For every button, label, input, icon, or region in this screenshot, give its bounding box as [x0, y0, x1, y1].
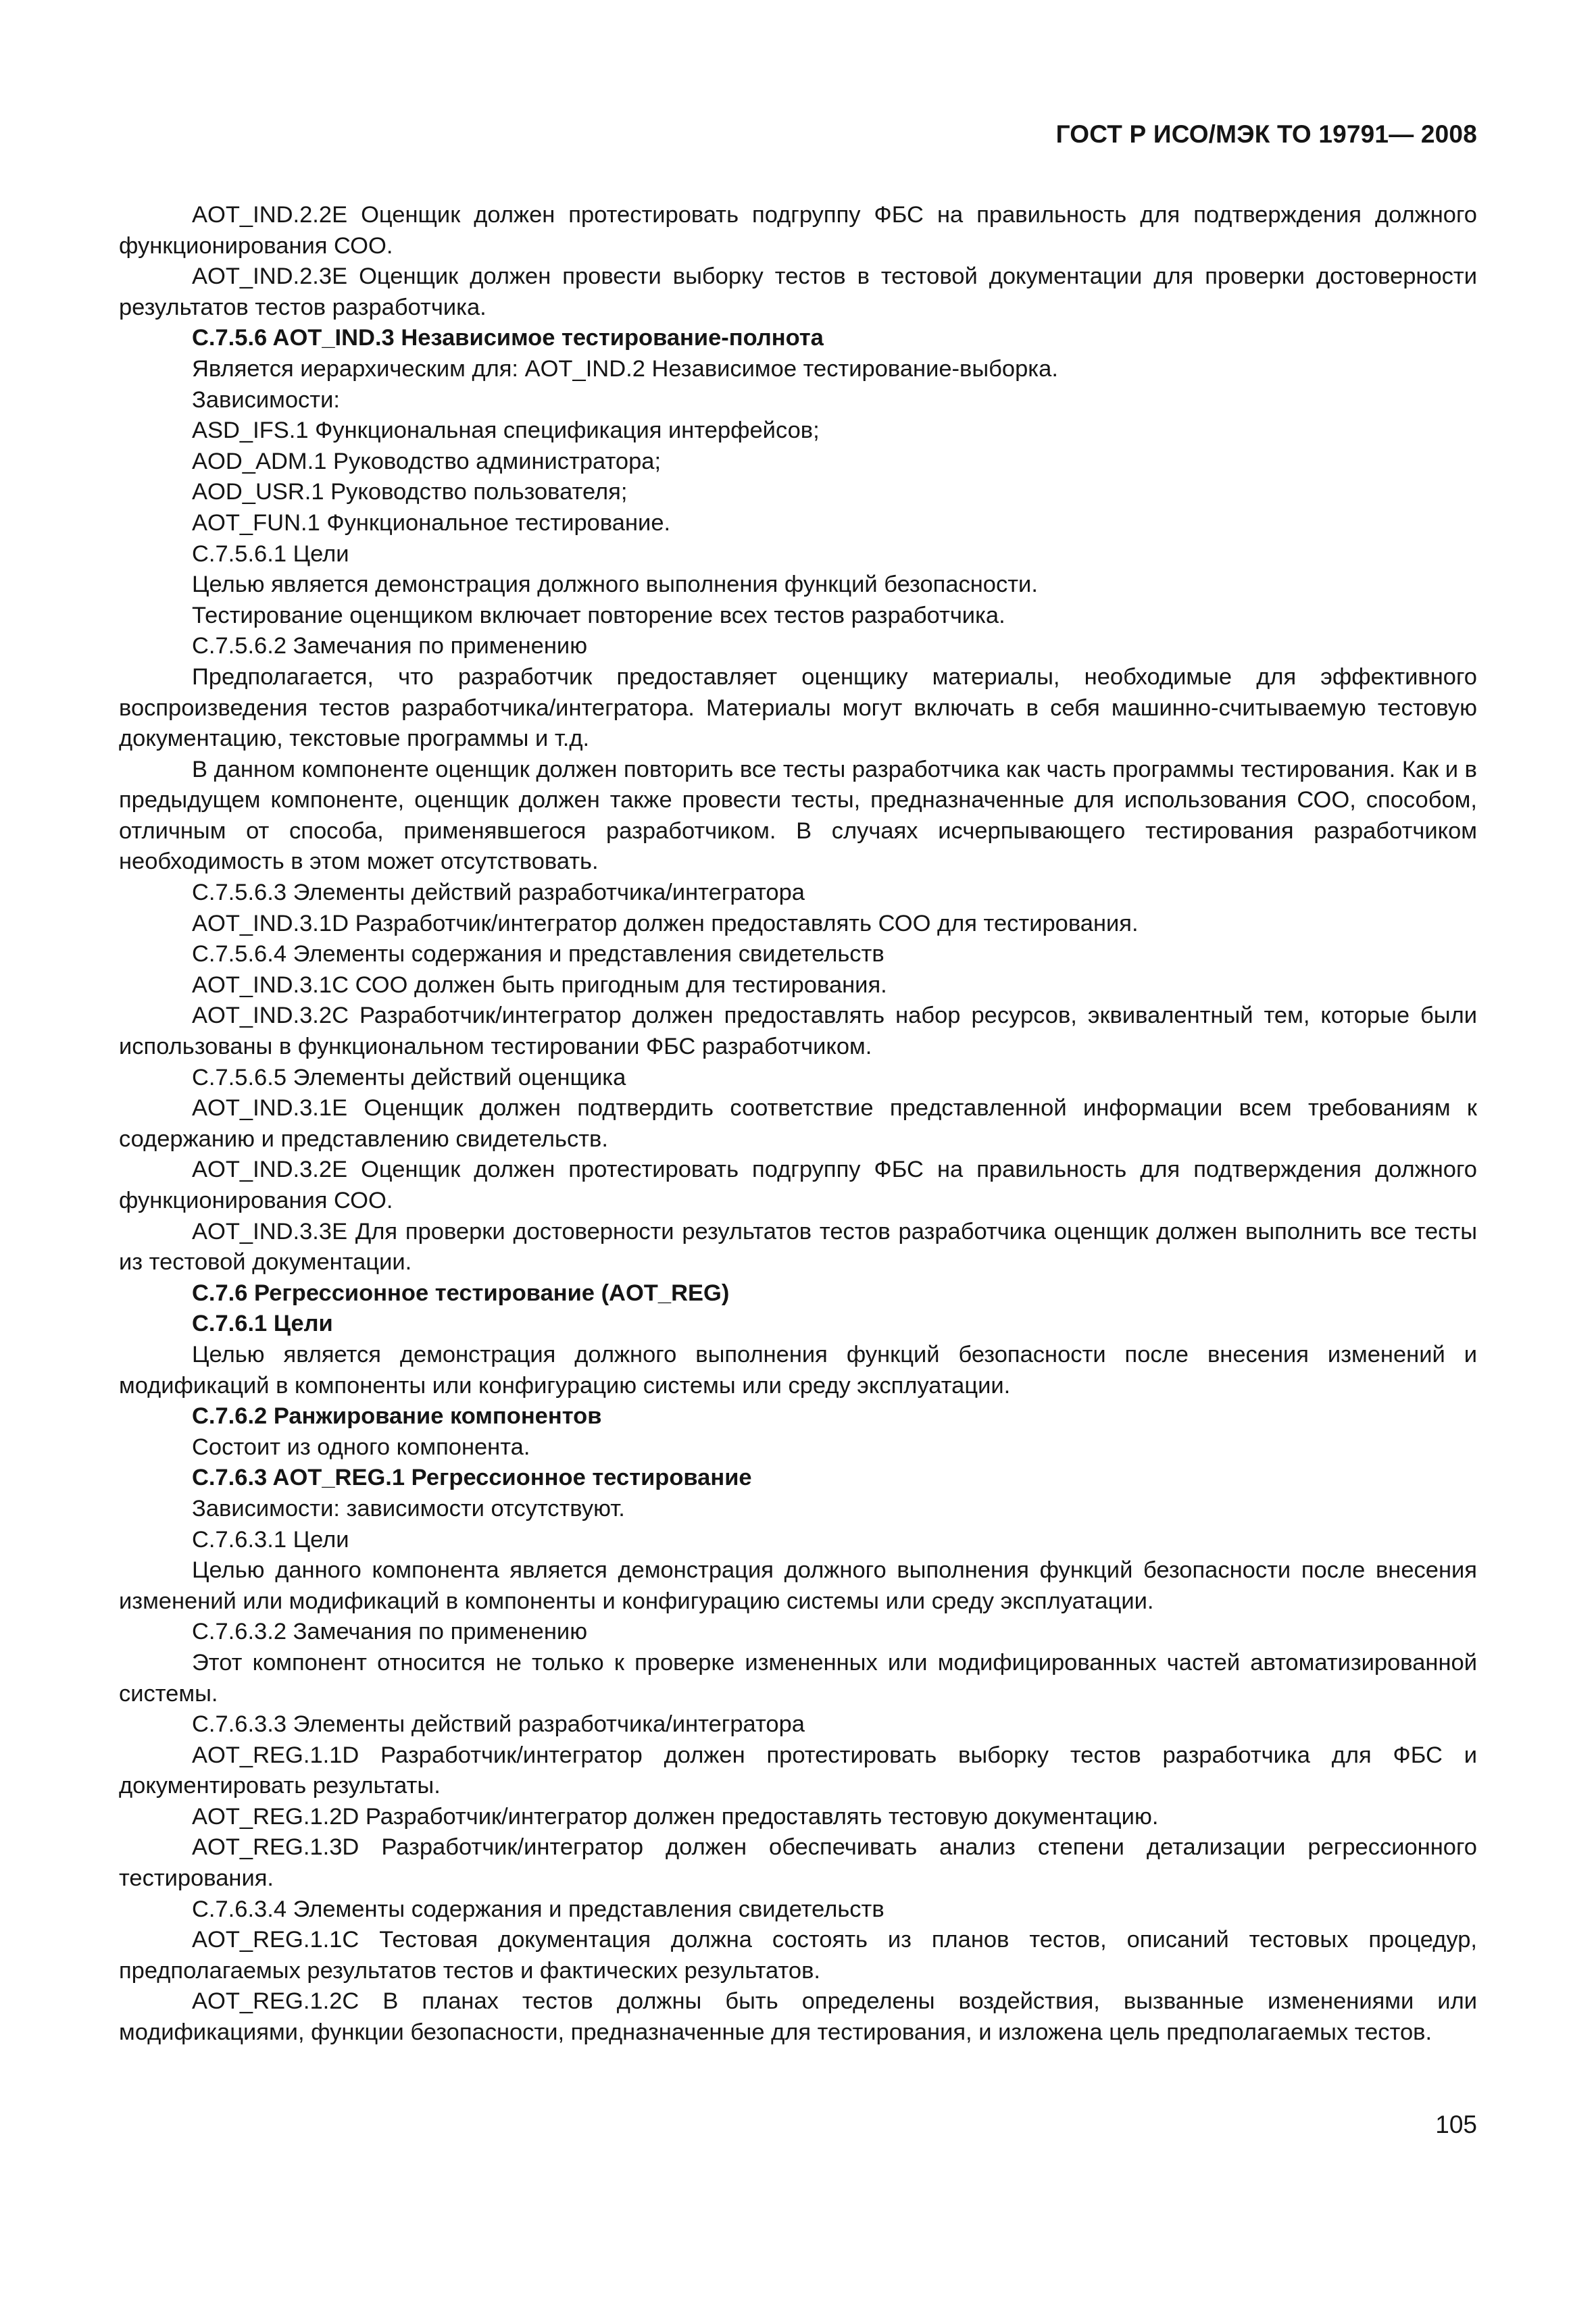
paragraph: AOT_IND.2.2E Оценщик должен протестировать подгруппу ФБС на правильность для подтверждения должного функционирования СОО.: [119, 202, 1477, 259]
paragraph: Зависимости: зависимости отсутствуют.: [192, 1495, 625, 1521]
paragraph: AOT_IND.3.3E Для проверки достоверности результатов тестов разработчика оценщик должен выполнить все тесты из тестовой документации.: [119, 1218, 1477, 1276]
paragraph: AOT_IND.2.3E Оценщик должен провести выборку тестов в тестовой документации для проверки достоверности результатов тестов разработчика.: [119, 263, 1477, 320]
page-number: 105: [1435, 2111, 1477, 2138]
paragraph: C.7.5.6.1 Цели: [192, 540, 349, 567]
paragraph: C.7.6.3.2 Замечания по применению: [192, 1619, 588, 1645]
paragraph: Целью является демонстрация должного выполнения функций безопасности после внесения изменений и модификаций в компоненты или конфигурацию системы или среду эксплуатации.: [119, 1341, 1477, 1399]
paragraph: AOD_USR.1 Руководство пользователя;: [192, 479, 628, 505]
standard-header: ГОСТ Р ИСО/МЭК ТО 19791— 2008: [1055, 120, 1477, 148]
paragraph: C.7.5.6.3 Элементы действий разработчика/интегратора: [192, 880, 805, 906]
paragraph: C.7.6.3.3 Элементы действий разработчика/интегратора: [192, 1711, 805, 1738]
paragraph: AOT_IND.3.1D Разработчик/интегратор должен предоставлять СОО для тестирования.: [192, 910, 1139, 936]
paragraph: C.7.5.6.4 Элементы содержания и представления свидетельств: [192, 941, 884, 967]
paragraph: AOT_IND.3.1C СОО должен быть пригодным для тестирования.: [192, 972, 887, 998]
paragraph: В данном компоненте оценщик должен повторить все тесты разработчика как часть программы тестирования. Как и в предыдущем компоненте, оценщик должен также провести тесты, предназначенные для использования СОО, способом, отличным от способа, применявшегося разработчиком. В случаях исчерпывающего тестирования разработчиком необходимость в этом может отсутствовать.: [119, 756, 1477, 875]
paragraph: AOT_REG.1.2D Разработчик/интегратор должен предоставлять тестовую документацию.: [192, 1803, 1159, 1830]
section-heading: C.7.6 Регрессионное тестирование (AOT_REG): [192, 1280, 730, 1306]
paragraph: AOT_REG.1.1D Разработчик/интегратор должен протестировать выборку тестов разработчика для ФБС и документировать результаты.: [119, 1742, 1477, 1799]
paragraph: C.7.5.6.2 Замечания по применению: [192, 633, 588, 659]
paragraph: AOT_REG.1.3D Разработчик/интегратор должен обеспечивать анализ степени детализации регрессионного тестирования.: [119, 1834, 1477, 1892]
paragraph: AOT_REG.1.2C В планах тестов должны быть определены воздействия, вызванные изменениями или модификациями, функции безопасности, предназначенные для тестирования, и изложена цель предполагаемых тестов.: [119, 1988, 1477, 2046]
paragraph: Целью данного компонента является демонстрация должного выполнения функций безопасности после внесения изменений или модификаций в компоненты и конфигурацию системы или среду эксплуатации.: [119, 1557, 1477, 1614]
paragraph: AOT_IND.3.1E Оценщик должен подтвердить соответствие представленной информации всем требованиям к содержанию и представлению свидетельств.: [119, 1095, 1477, 1152]
paragraph: AOT_FUN.1 Функциональное тестирование.: [192, 509, 671, 536]
section-heading: C.7.6.1 Цели: [192, 1311, 333, 1337]
paragraph: AOT_REG.1.1C Тестовая документация должна состоять из планов тестов, описаний тестовых процедур, предполагаемых результатов тестов и фактических результатов.: [119, 1927, 1477, 1984]
section-heading: C.7.6.3 AOT_REG.1 Регрессионное тестирование: [192, 1465, 752, 1491]
paragraph: Этот компонент относится не только к проверке измененных или модифицированных частей автоматизированной системы.: [119, 1649, 1477, 1707]
paragraph: Предполагается, что разработчик предоставляет оценщику материалы, необходимые для эффективного воспроизведения тестов разработчика/интегратора. Материалы могут включать в себя машинно-считываемую тестовую документацию, текстовые программы и т.д.: [119, 663, 1477, 752]
paragraph: AOT_IND.3.2E Оценщик должен протестировать подгруппу ФБС на правильность для подтверждения должного функционирования СОО.: [119, 1157, 1477, 1213]
document-body: [119, 200, 1477, 2048]
paragraph: C.7.6.3.4 Элементы содержания и представления свидетельств: [192, 1896, 884, 1922]
paragraph: C.7.5.6.5 Элементы действий оценщика: [192, 1064, 626, 1090]
section-heading: C.7.6.2 Ранжирование компонентов: [192, 1403, 602, 1430]
paragraph: Является иерархическим для: AOT_IND.2 Независимое тестирование-выборка.: [192, 355, 1058, 382]
paragraph: AOD_ADM.1 Руководство администратора;: [192, 448, 662, 474]
paragraph: Зависимости:: [192, 386, 340, 413]
paragraph: AOT_IND.3.2C Разработчик/интегратор должен предоставлять набор ресурсов, эквивалентный тем, которые были использованы в функциональном тестировании ФБС разработчиком.: [119, 1003, 1477, 1060]
paragraph: Целью является демонстрация должного выполнения функций безопасности.: [192, 572, 1038, 598]
paragraph: Тестирование оценщиком включает повторение всех тестов разработчика.: [192, 602, 1005, 628]
paragraph: C.7.6.3.1 Цели: [192, 1526, 349, 1553]
paragraph: Состоит из одного компонента.: [192, 1434, 530, 1460]
paragraph: ASD_IFS.1 Функциональная спецификация интерфейсов;: [192, 418, 820, 444]
section-heading: C.7.5.6 AOT_IND.3 Независимое тестирование-полнота: [192, 325, 824, 351]
